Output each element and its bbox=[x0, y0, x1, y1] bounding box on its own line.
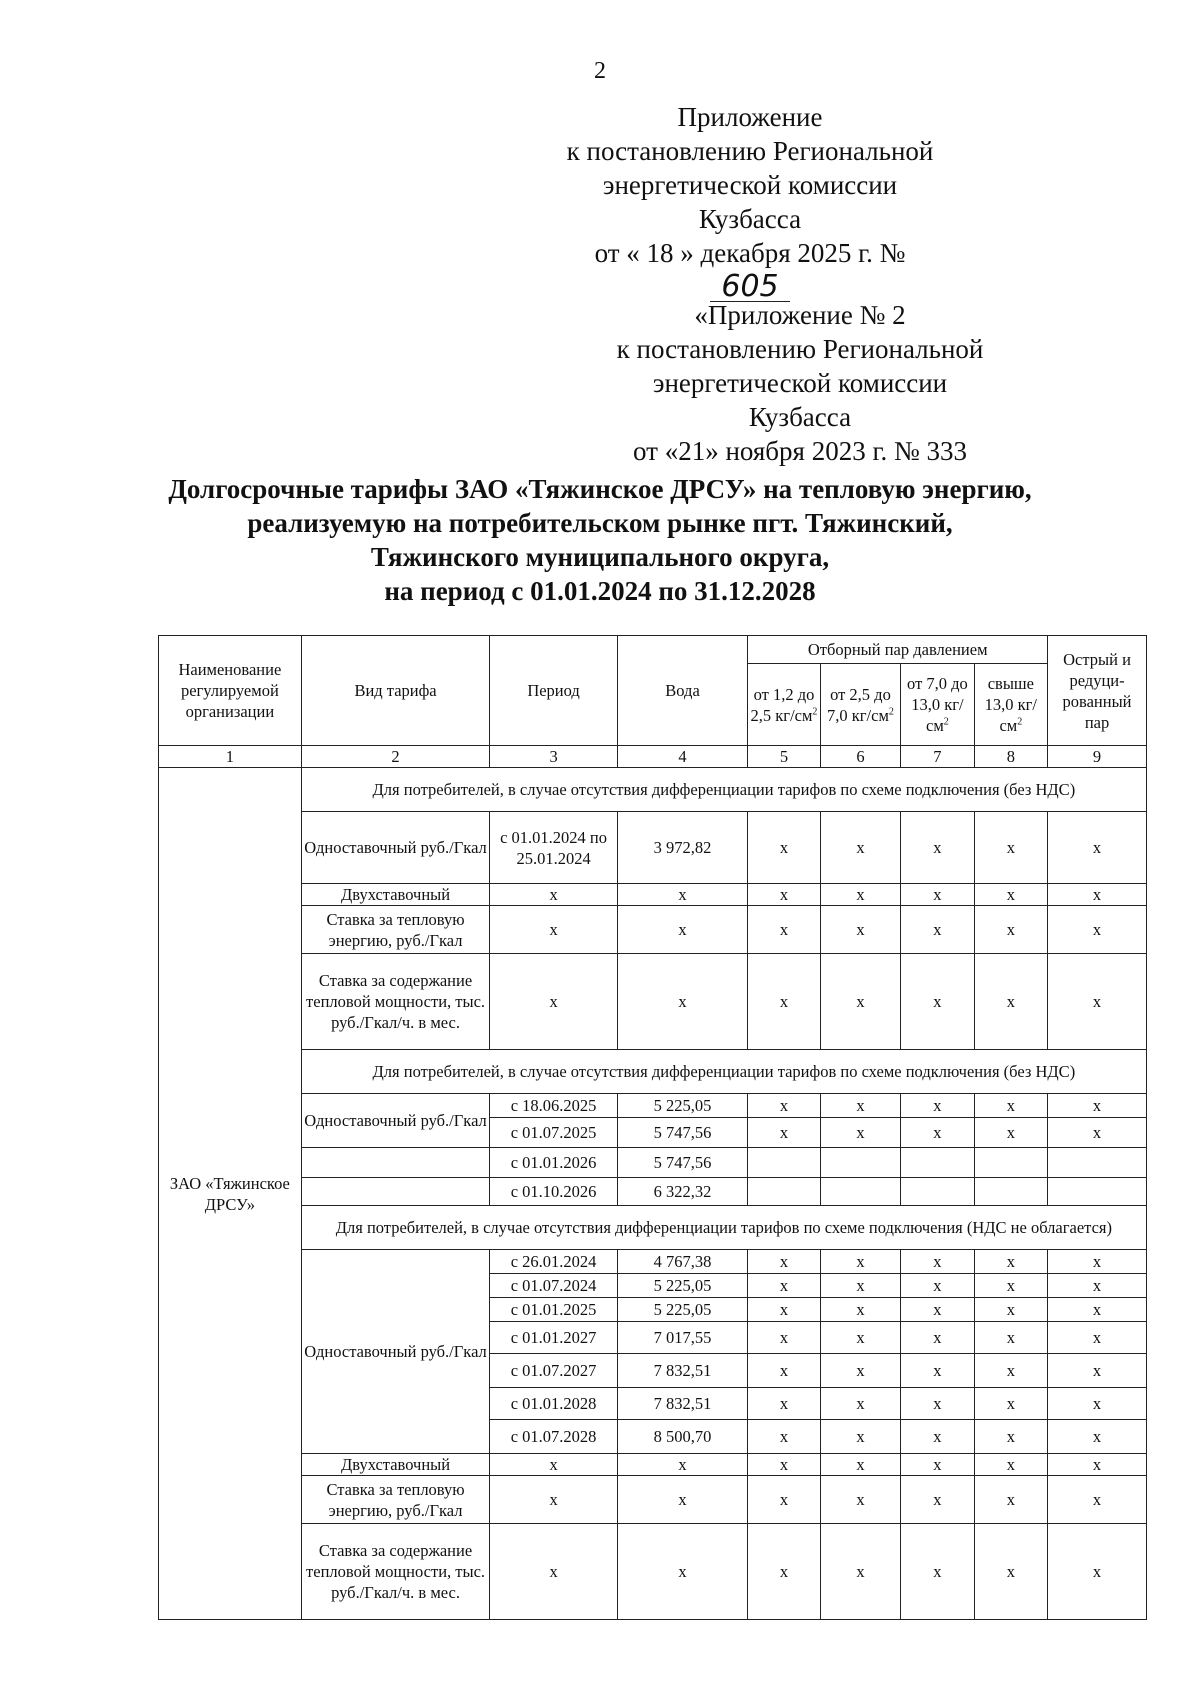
x-cell: x bbox=[1048, 1354, 1147, 1388]
empty-cell bbox=[820, 1148, 901, 1178]
col-num: 1 bbox=[159, 746, 302, 768]
x-cell: x bbox=[974, 1420, 1047, 1454]
prior-line: энергетической комиссии Кузбасса bbox=[652, 368, 948, 432]
x-cell: x bbox=[748, 906, 820, 954]
water-cell: 7 832,51 bbox=[617, 1354, 748, 1388]
x-cell: x bbox=[490, 1454, 617, 1476]
x-cell: x bbox=[820, 906, 901, 954]
x-cell: x bbox=[1048, 1322, 1147, 1354]
x-cell: x bbox=[1048, 884, 1147, 906]
header-tariff-type: Вид тарифа bbox=[301, 636, 490, 746]
x-cell: x bbox=[490, 906, 617, 954]
col-num: 4 bbox=[617, 746, 748, 768]
table-row bbox=[159, 1178, 1147, 1206]
empty-cell bbox=[901, 1178, 974, 1206]
sq-sup: 2 bbox=[812, 706, 818, 717]
tariff-label: Ставка за содержание тепловой мощности, тыс. руб./Гкал/ч. в мес. bbox=[301, 1524, 490, 1620]
x-cell: x bbox=[820, 1354, 901, 1388]
period-cell: с 01.01.2024 по 25.01.2024 bbox=[490, 812, 617, 884]
organization-cell: ЗАО «Тяжинское ДРСУ» bbox=[159, 768, 302, 1620]
x-cell: x bbox=[974, 884, 1047, 906]
x-cell: x bbox=[974, 1388, 1047, 1420]
tariff-label: Одноставочный руб./Гкал bbox=[301, 1250, 490, 1454]
x-cell: x bbox=[974, 1118, 1047, 1148]
x-cell: x bbox=[820, 1476, 901, 1524]
section-label-2: Для потребителей, в случае отсутствия дифференциации тарифов по схеме подключения (без НДС) bbox=[301, 1050, 1146, 1094]
period-cell: с 01.07.2027 bbox=[490, 1354, 617, 1388]
header-water: Вода bbox=[617, 636, 748, 746]
x-cell: x bbox=[820, 1094, 901, 1118]
table-row bbox=[159, 1250, 1147, 1274]
title-line: реализуемую на потребительском рынке пгт. Тяжинский, bbox=[247, 508, 953, 538]
approval-date-line bbox=[560, 236, 940, 304]
col-num: 6 bbox=[820, 746, 901, 768]
x-cell: x bbox=[1048, 812, 1147, 884]
period-cell: с 01.07.2025 bbox=[490, 1118, 617, 1148]
x-cell: x bbox=[974, 1322, 1047, 1354]
x-cell: x bbox=[820, 1322, 901, 1354]
x-cell: x bbox=[490, 1476, 617, 1524]
x-cell: x bbox=[1048, 906, 1147, 954]
x-cell: x bbox=[617, 1476, 748, 1524]
document-title bbox=[0, 472, 1200, 608]
handwritten-decree-number: 605 bbox=[710, 273, 790, 302]
x-cell: x bbox=[820, 1250, 901, 1274]
water-cell: 5 747,56 bbox=[617, 1118, 748, 1148]
x-cell: x bbox=[820, 1454, 901, 1476]
sq-sup: 2 bbox=[888, 706, 894, 717]
empty-cell bbox=[820, 1178, 901, 1206]
x-cell: x bbox=[748, 1250, 820, 1274]
x-cell: x bbox=[974, 1298, 1047, 1322]
water-cell: 7 832,51 bbox=[617, 1388, 748, 1420]
tariff-label: Одноставочный руб./Гкал bbox=[301, 1094, 490, 1148]
x-cell: x bbox=[901, 1322, 974, 1354]
title-line: Долгосрочные тарифы ЗАО «Тяжинское ДРСУ» на тепловую энергию, bbox=[168, 474, 1032, 504]
x-cell: x bbox=[1048, 1250, 1147, 1274]
page-number: 2 bbox=[594, 58, 606, 84]
x-cell: x bbox=[748, 1274, 820, 1298]
x-cell: x bbox=[974, 1354, 1047, 1388]
x-cell: x bbox=[820, 1420, 901, 1454]
x-cell: x bbox=[901, 1354, 974, 1388]
period-cell: с 01.01.2027 bbox=[490, 1322, 617, 1354]
col-num: 8 bbox=[974, 746, 1047, 768]
x-cell: x bbox=[490, 954, 617, 1050]
table-row bbox=[159, 1094, 1147, 1118]
empty-cell bbox=[974, 1148, 1047, 1178]
title-line: на период с 01.01.2024 по 31.12.2028 bbox=[384, 576, 816, 606]
header-org: Наименование регулируемой организации bbox=[159, 636, 302, 746]
section-label-3: Для потребителей, в случае отсутствия дифференциации тарифов по схеме подключения (НДС не облагается) bbox=[301, 1206, 1146, 1250]
x-cell: x bbox=[820, 1274, 901, 1298]
x-cell: x bbox=[1048, 1118, 1147, 1148]
x-cell: x bbox=[748, 1524, 820, 1620]
table-row bbox=[159, 1524, 1147, 1620]
col-num: 2 bbox=[301, 746, 490, 768]
tariff-label: Ставка за тепловую энергию, руб./Гкал bbox=[301, 1476, 490, 1524]
x-cell: x bbox=[748, 1118, 820, 1148]
x-cell: x bbox=[1048, 1298, 1147, 1322]
table-row bbox=[159, 812, 1147, 884]
tariff-label: Двухставочный bbox=[301, 884, 490, 906]
x-cell: x bbox=[820, 812, 901, 884]
x-cell: x bbox=[974, 1094, 1047, 1118]
empty-cell bbox=[748, 1178, 820, 1206]
x-cell: x bbox=[901, 1524, 974, 1620]
prior-line: от «21» ноября 2023 г. № 333 bbox=[633, 436, 967, 466]
prior-line: к постановлению Региональной bbox=[616, 334, 984, 364]
water-cell: 8 500,70 bbox=[617, 1420, 748, 1454]
x-cell: x bbox=[974, 1524, 1047, 1620]
x-cell: x bbox=[974, 812, 1047, 884]
x-cell: x bbox=[901, 1118, 974, 1148]
x-cell: x bbox=[901, 1476, 974, 1524]
empty-cell bbox=[748, 1148, 820, 1178]
prior-decree-block bbox=[600, 298, 1000, 468]
table-row bbox=[159, 1148, 1147, 1178]
empty-cell bbox=[974, 1178, 1047, 1206]
period-cell: с 01.07.2024 bbox=[490, 1274, 617, 1298]
x-cell: x bbox=[748, 1094, 820, 1118]
x-cell: x bbox=[1048, 1274, 1147, 1298]
tariff-label: Ставка за содержание тепловой мощности, тыс. руб./Гкал/ч. в мес. bbox=[301, 954, 490, 1050]
tariff-label: Ставка за тепловую энергию, руб./Гкал bbox=[301, 906, 490, 954]
x-cell: x bbox=[901, 1298, 974, 1322]
water-cell: 5 747,56 bbox=[617, 1148, 748, 1178]
x-cell: x bbox=[617, 1524, 748, 1620]
prior-line: «Приложение № 2 bbox=[694, 300, 906, 330]
x-cell: x bbox=[901, 1388, 974, 1420]
section-label-1: Для потребителей, в случае отсутствия дифференциации тарифов по схеме подключения (без НДС) bbox=[301, 768, 1146, 812]
x-cell: x bbox=[901, 1420, 974, 1454]
x-cell: x bbox=[974, 1274, 1047, 1298]
tariff-label: Двухставочный bbox=[301, 1454, 490, 1476]
col-num: 7 bbox=[901, 746, 974, 768]
empty-cell bbox=[901, 1148, 974, 1178]
table-row bbox=[159, 954, 1147, 1050]
x-cell: x bbox=[901, 1454, 974, 1476]
period-cell: с 01.07.2028 bbox=[490, 1420, 617, 1454]
x-cell: x bbox=[820, 1298, 901, 1322]
x-cell: x bbox=[748, 1322, 820, 1354]
header-period: Период bbox=[490, 636, 617, 746]
x-cell: x bbox=[748, 1476, 820, 1524]
water-cell: 5 225,05 bbox=[617, 1094, 748, 1118]
water-cell: 4 767,38 bbox=[617, 1250, 748, 1274]
header-steam-1 bbox=[748, 664, 820, 746]
approval-date: от « 18 » декабря 2025 г. № bbox=[594, 238, 906, 268]
empty-cell bbox=[1048, 1148, 1147, 1178]
tariff-table bbox=[158, 635, 1147, 1620]
x-cell: x bbox=[820, 954, 901, 1050]
column-number-row bbox=[159, 746, 1147, 768]
header-sharp-steam: Острый и редуци-рованный пар bbox=[1048, 636, 1147, 746]
x-cell: x bbox=[748, 1354, 820, 1388]
title-line: Тяжинского муниципального округа, bbox=[370, 542, 830, 572]
x-cell: x bbox=[974, 954, 1047, 1050]
period-cell: с 18.06.2025 bbox=[490, 1094, 617, 1118]
x-cell: x bbox=[901, 1094, 974, 1118]
x-cell: x bbox=[974, 906, 1047, 954]
water-cell: 5 225,05 bbox=[617, 1274, 748, 1298]
header-steam-3-text: от 7,0 до 13,0 кг/см bbox=[907, 674, 968, 735]
x-cell: x bbox=[974, 1250, 1047, 1274]
x-cell: x bbox=[748, 884, 820, 906]
x-cell: x bbox=[1048, 1454, 1147, 1476]
x-cell: x bbox=[901, 1250, 974, 1274]
header-steam-group: Отборный пар давлением bbox=[748, 636, 1048, 664]
x-cell: x bbox=[1048, 1524, 1147, 1620]
period-cell: с 01.01.2026 bbox=[490, 1148, 617, 1178]
x-cell: x bbox=[1048, 954, 1147, 1050]
x-cell: x bbox=[617, 954, 748, 1050]
x-cell: x bbox=[1048, 1094, 1147, 1118]
table-row bbox=[159, 906, 1147, 954]
approval-line: Кузбасса bbox=[698, 204, 802, 234]
x-cell: x bbox=[1048, 1388, 1147, 1420]
approval-line: к постановлению Региональной bbox=[566, 136, 934, 166]
table-row bbox=[159, 1476, 1147, 1524]
water-cell: 3 972,82 bbox=[617, 812, 748, 884]
x-cell: x bbox=[1048, 1476, 1147, 1524]
table-row bbox=[159, 1454, 1147, 1476]
water-cell: 5 225,05 bbox=[617, 1298, 748, 1322]
period-cell: с 01.10.2026 bbox=[490, 1178, 617, 1206]
col-num: 5 bbox=[748, 746, 820, 768]
sq-sup: 2 bbox=[943, 716, 949, 728]
col-num: 9 bbox=[1048, 746, 1147, 768]
header-steam-1-text: от 1,2 до 2,5 кг/см bbox=[750, 684, 815, 725]
water-cell: 7 017,55 bbox=[617, 1322, 748, 1354]
x-cell: x bbox=[748, 954, 820, 1050]
empty-cell bbox=[1048, 1178, 1147, 1206]
x-cell: x bbox=[1048, 1420, 1147, 1454]
period-cell: с 01.01.2025 bbox=[490, 1298, 617, 1322]
x-cell: x bbox=[490, 1524, 617, 1620]
approval-block bbox=[560, 100, 940, 304]
x-cell: x bbox=[617, 906, 748, 954]
period-cell: с 01.01.2028 bbox=[490, 1388, 617, 1420]
approval-line: Приложение bbox=[677, 102, 823, 132]
x-cell: x bbox=[490, 884, 617, 906]
x-cell: x bbox=[820, 1118, 901, 1148]
x-cell: x bbox=[901, 812, 974, 884]
header-steam-3 bbox=[901, 664, 974, 746]
approval-line: энергетической комиссии bbox=[602, 170, 898, 200]
sq-sup: 2 bbox=[1017, 716, 1023, 728]
x-cell: x bbox=[748, 1388, 820, 1420]
x-cell: x bbox=[617, 884, 748, 906]
table-row bbox=[159, 884, 1147, 906]
water-cell: 6 322,32 bbox=[617, 1178, 748, 1206]
header-steam-4 bbox=[974, 664, 1047, 746]
x-cell: x bbox=[820, 1524, 901, 1620]
x-cell: x bbox=[901, 1274, 974, 1298]
tariff-label: Одноставочный руб./Гкал bbox=[301, 812, 490, 884]
x-cell: x bbox=[901, 884, 974, 906]
x-cell: x bbox=[974, 1454, 1047, 1476]
x-cell: x bbox=[748, 812, 820, 884]
period-cell: с 26.01.2024 bbox=[490, 1250, 617, 1274]
x-cell: x bbox=[974, 1476, 1047, 1524]
x-cell: x bbox=[748, 1454, 820, 1476]
x-cell: x bbox=[820, 884, 901, 906]
x-cell: x bbox=[901, 906, 974, 954]
col-num: 3 bbox=[490, 746, 617, 768]
x-cell: x bbox=[748, 1298, 820, 1322]
empty-cell bbox=[301, 1148, 490, 1178]
header-steam-4-text: свыше 13,0 кг/см bbox=[984, 674, 1038, 735]
header-steam-2 bbox=[820, 664, 901, 746]
empty-cell bbox=[301, 1178, 490, 1206]
x-cell: x bbox=[748, 1420, 820, 1454]
x-cell: x bbox=[901, 954, 974, 1050]
x-cell: x bbox=[820, 1388, 901, 1420]
x-cell: x bbox=[617, 1454, 748, 1476]
header-steam-2-text: от 2,5 до 7,0 кг/см bbox=[827, 684, 891, 725]
